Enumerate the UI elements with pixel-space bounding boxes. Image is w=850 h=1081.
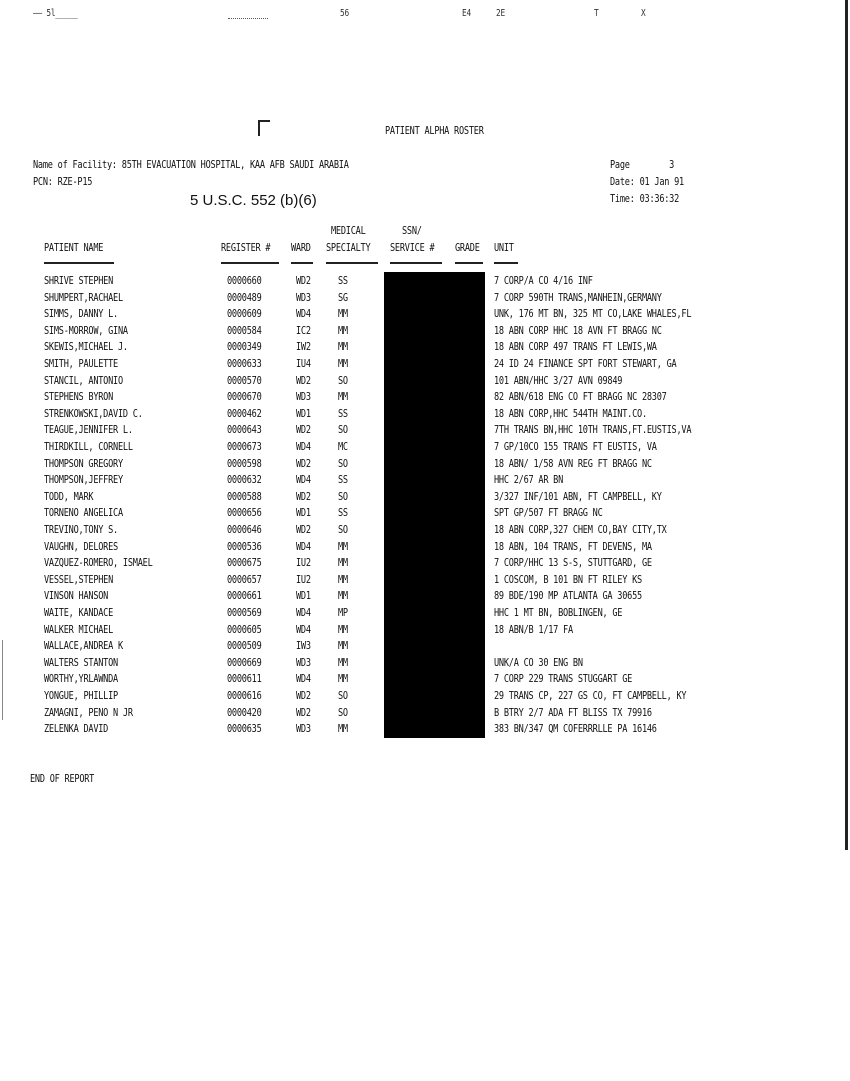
header-register: REGISTER # <box>221 241 271 254</box>
unit: 18 ABN, 104 TRANS, FT DEVENS, MA <box>494 539 652 553</box>
medical-specialty: SO <box>338 423 348 437</box>
patient-name: WALLACE,ANDREA K <box>44 639 123 653</box>
register-number: 0000570 <box>227 373 262 387</box>
medical-specialty: MM <box>338 307 348 321</box>
unit: 383 BN/347 QM COFERRRLLE PA 16146 <box>494 722 657 736</box>
register-number: 0000509 <box>227 639 262 653</box>
medical-specialty: MM <box>338 340 348 354</box>
ward: WD4 <box>296 672 311 686</box>
medical-specialty: MM <box>338 390 348 404</box>
patient-name: SHRIVE STEPHEN <box>44 274 114 287</box>
medical-specialty: SS <box>338 473 348 487</box>
page-number: Page 3 <box>610 158 675 171</box>
ward: WD2 <box>296 456 311 470</box>
header-patient-name: PATIENT NAME <box>44 241 104 254</box>
unit: 1 COSCOM, B 101 BN FT RILEY KS <box>494 572 642 586</box>
register-number: 0000675 <box>227 556 262 570</box>
patient-name: VINSON HANSON <box>44 589 109 603</box>
medical-specialty: MM <box>338 622 348 636</box>
header-specialty: SPECIALTY <box>326 241 371 254</box>
register-number: 0000584 <box>227 323 262 337</box>
medical-specialty: MM <box>338 722 348 736</box>
unit: 7 CORP/A CO 4/16 INF <box>494 274 593 287</box>
unit: SPT GP/507 FT BRAGG NC <box>494 506 603 520</box>
ward: WD3 <box>296 290 311 304</box>
register-number: 0000632 <box>227 473 262 487</box>
register-number: 0000349 <box>227 340 262 354</box>
ward: WD2 <box>296 689 311 702</box>
underline-service <box>390 262 442 264</box>
ssn-redaction-block <box>384 272 485 738</box>
patient-name: TORNENO ANGELICA <box>44 506 123 520</box>
register-number: 0000489 <box>227 290 262 304</box>
medical-specialty: MM <box>338 556 348 570</box>
patient-name: THOMPSON GREGORY <box>44 456 123 470</box>
unit: 7 CORP/HHC 13 S-S, STUTTGARD, GE <box>494 556 652 570</box>
top-mark-1: —— 5l_____ <box>33 8 78 19</box>
unit: HHC 1 MT BN, BOBLINGEN, GE <box>494 606 623 619</box>
patient-name: WORTHY,YRLAWNDA <box>44 672 118 686</box>
register-number: 0000660 <box>227 274 262 287</box>
ward: WD2 <box>296 373 311 387</box>
ward: IW3 <box>296 639 311 653</box>
header-grade: GRADE <box>455 241 480 254</box>
report-time: Time: 03:36:32 <box>610 192 680 205</box>
top-mark-3: E4 <box>462 8 471 19</box>
unit: 82 ABN/618 ENG CO FT BRAGG NC 28307 <box>494 390 667 404</box>
ward: IU4 <box>296 357 311 370</box>
underline-name <box>44 262 114 264</box>
patient-name: TEAGUE,JENNIFER L. <box>44 423 133 437</box>
register-number: 0000633 <box>227 357 262 370</box>
pcn-line: PCN: RZE-P15 <box>33 175 93 188</box>
unit: HHC 2/67 AR BN <box>494 473 564 487</box>
unit: 3/327 INF/101 ABN, FT CAMPBELL, KY <box>494 489 662 503</box>
medical-specialty: SO <box>338 373 348 387</box>
header-ward: WARD <box>291 241 311 254</box>
register-number: 0000635 <box>227 722 262 736</box>
patient-name: YONGUE, PHILLIP <box>44 689 118 702</box>
register-number: 0000588 <box>227 489 262 503</box>
register-number: 0000609 <box>227 307 262 321</box>
unit: 7 CORP 229 TRANS STUGGART GE <box>494 672 633 686</box>
ward: WD3 <box>296 722 311 736</box>
scan-edge <box>845 0 848 850</box>
header-medical: MEDICAL <box>331 224 366 237</box>
unit: 18 ABN/ 1/58 AVN REG FT BRAGG NC <box>494 456 652 470</box>
patient-name: SIMMS, DANNY L. <box>44 307 118 321</box>
medical-specialty: SO <box>338 456 348 470</box>
unit: 89 BDE/190 MP ATLANTA GA 30655 <box>494 589 642 603</box>
ward: IC2 <box>296 323 311 337</box>
patient-name: ZAMAGNI, PENO N JR <box>44 705 133 719</box>
ward: WD1 <box>296 589 311 603</box>
patient-name: ZELENKA DAVID <box>44 722 109 736</box>
register-number: 0000569 <box>227 606 262 619</box>
register-number: 0000611 <box>227 672 262 686</box>
register-number: 0000657 <box>227 572 262 586</box>
top-mark-2: 56 <box>340 8 349 19</box>
medical-specialty: SS <box>338 274 348 287</box>
medical-specialty: SS <box>338 506 348 520</box>
unit: 18 ABN/B 1/17 FA <box>494 622 573 636</box>
register-number: 0000643 <box>227 423 262 437</box>
header-unit: UNIT <box>494 241 514 254</box>
register-number: 0000462 <box>227 406 262 420</box>
ward: WD4 <box>296 473 311 487</box>
patient-name: WALKER MICHAEL <box>44 622 114 636</box>
underline-unit <box>494 262 518 264</box>
ward: IW2 <box>296 340 311 354</box>
medical-specialty: MM <box>338 672 348 686</box>
patient-name: STANCIL, ANTONIO <box>44 373 123 387</box>
end-of-report: END OF REPORT <box>30 772 95 785</box>
underline-specialty <box>326 262 378 264</box>
register-number: 0000616 <box>227 689 262 702</box>
register-number: 0000669 <box>227 655 262 669</box>
corner-mark <box>258 120 270 136</box>
underline-ward <box>291 262 313 264</box>
ward: WD4 <box>296 440 311 453</box>
scan-edge-left <box>2 640 3 720</box>
facility-line: Name of Facility: 85TH EVACUATION HOSPITAL, KAA AFB SAUDI ARABIA <box>33 158 349 171</box>
ward: WD2 <box>296 423 311 437</box>
register-number: 0000646 <box>227 523 262 536</box>
patient-name: VAZQUEZ-ROMERO, ISMAEL <box>44 556 153 570</box>
header-service: SERVICE # <box>390 241 435 254</box>
register-number: 0000673 <box>227 440 262 453</box>
ward: WD4 <box>296 307 311 321</box>
unit: UNK/A CO 30 ENG BN <box>494 655 583 669</box>
patient-name: WAITE, KANDACE <box>44 606 114 619</box>
report-title: PATIENT ALPHA ROSTER <box>385 124 484 137</box>
medical-specialty: SS <box>338 406 348 420</box>
ward: WD1 <box>296 406 311 420</box>
top-mark-4: 2E <box>496 8 505 19</box>
ward: WD2 <box>296 489 311 503</box>
ward: IU2 <box>296 572 311 586</box>
register-number: 0000670 <box>227 390 262 404</box>
unit: 101 ABN/HHC 3/27 AVN 09849 <box>494 373 623 387</box>
unit: 18 ABN CORP,327 CHEM CO,BAY CITY,TX <box>494 523 667 536</box>
register-number: 0000661 <box>227 589 262 603</box>
medical-specialty: MM <box>338 572 348 586</box>
medical-specialty: MP <box>338 606 348 619</box>
patient-name: THIRDKILL, CORNELL <box>44 440 133 453</box>
underline-grade <box>455 262 483 264</box>
unit: 7 CORP 590TH TRANS,MANHEIN,GERMANY <box>494 290 662 304</box>
medical-specialty: SO <box>338 489 348 503</box>
medical-specialty: MM <box>338 655 348 669</box>
patient-name: THOMPSON,JEFFREY <box>44 473 123 487</box>
patient-name: VAUGHN, DELORES <box>44 539 118 553</box>
patient-name: WALTERS STANTON <box>44 655 118 669</box>
medical-specialty: SO <box>338 705 348 719</box>
unit: UNK, 176 MT BN, 325 MT CO,LAKE WHALES,FL <box>494 307 692 321</box>
unit: B BTRY 2/7 ADA FT BLISS TX 79916 <box>494 705 652 719</box>
patient-name: SMITH, PAULETTE <box>44 357 118 370</box>
ward: WD3 <box>296 390 311 404</box>
medical-specialty: MM <box>338 539 348 553</box>
medical-specialty: MM <box>338 589 348 603</box>
patient-name: SKEWIS,MICHAEL J. <box>44 340 128 354</box>
unit: 24 ID 24 FINANCE SPT FORT STEWART, GA <box>494 357 677 370</box>
ward: WD4 <box>296 606 311 619</box>
ward: WD2 <box>296 523 311 536</box>
register-number: 0000656 <box>227 506 262 520</box>
report-date: Date: 01 Jan 91 <box>610 175 684 188</box>
medical-specialty: MM <box>338 639 348 653</box>
register-number: 0000605 <box>227 622 262 636</box>
medical-specialty: SG <box>338 290 348 304</box>
top-mark-5: T <box>594 8 599 19</box>
top-mark-6: X <box>641 8 646 19</box>
dotted-line <box>228 18 268 19</box>
patient-name: STEPHENS BYRON <box>44 390 114 404</box>
register-number: 0000598 <box>227 456 262 470</box>
unit: 29 TRANS CP, 227 GS CO, FT CAMPBELL, KY <box>494 689 687 702</box>
patient-name: SIMS-MORROW, GINA <box>44 323 128 337</box>
unit: 18 ABN CORP 497 TRANS FT LEWIS,WA <box>494 340 657 354</box>
header-ssn: SSN/ <box>402 224 422 237</box>
medical-specialty: MM <box>338 323 348 337</box>
medical-specialty: SO <box>338 689 348 702</box>
patient-name: SHUMPERT,RACHAEL <box>44 290 123 304</box>
medical-specialty: MC <box>338 440 348 453</box>
unit: 18 ABN CORP,HHC 544TH MAINT.CO. <box>494 406 647 420</box>
register-number: 0000420 <box>227 705 262 719</box>
ward: IU2 <box>296 556 311 570</box>
medical-specialty: MM <box>338 357 348 370</box>
unit: 7 GP/10CO 155 TRANS FT EUSTIS, VA <box>494 440 657 453</box>
patient-name: TODD, MARK <box>44 489 94 503</box>
unit: 7TH TRANS BN,HHC 10TH TRANS,FT.EUSTIS,VA <box>494 423 692 437</box>
foia-exemption-stamp: 5 U.S.C. 552 (b)(6) <box>190 192 317 209</box>
ward: WD1 <box>296 506 311 520</box>
ward: WD2 <box>296 274 311 287</box>
unit: 18 ABN CORP HHC 18 AVN FT BRAGG NC <box>494 323 662 337</box>
underline-register <box>221 262 279 264</box>
medical-specialty: SO <box>338 523 348 536</box>
ward: WD4 <box>296 539 311 553</box>
ward: WD4 <box>296 622 311 636</box>
register-number: 0000536 <box>227 539 262 553</box>
ward: WD2 <box>296 705 311 719</box>
patient-name: STRENKOWSKI,DAVID C. <box>44 406 143 420</box>
ward: WD3 <box>296 655 311 669</box>
patient-name: VESSEL,STEPHEN <box>44 572 114 586</box>
patient-name: TREVINO,TONY S. <box>44 523 118 536</box>
